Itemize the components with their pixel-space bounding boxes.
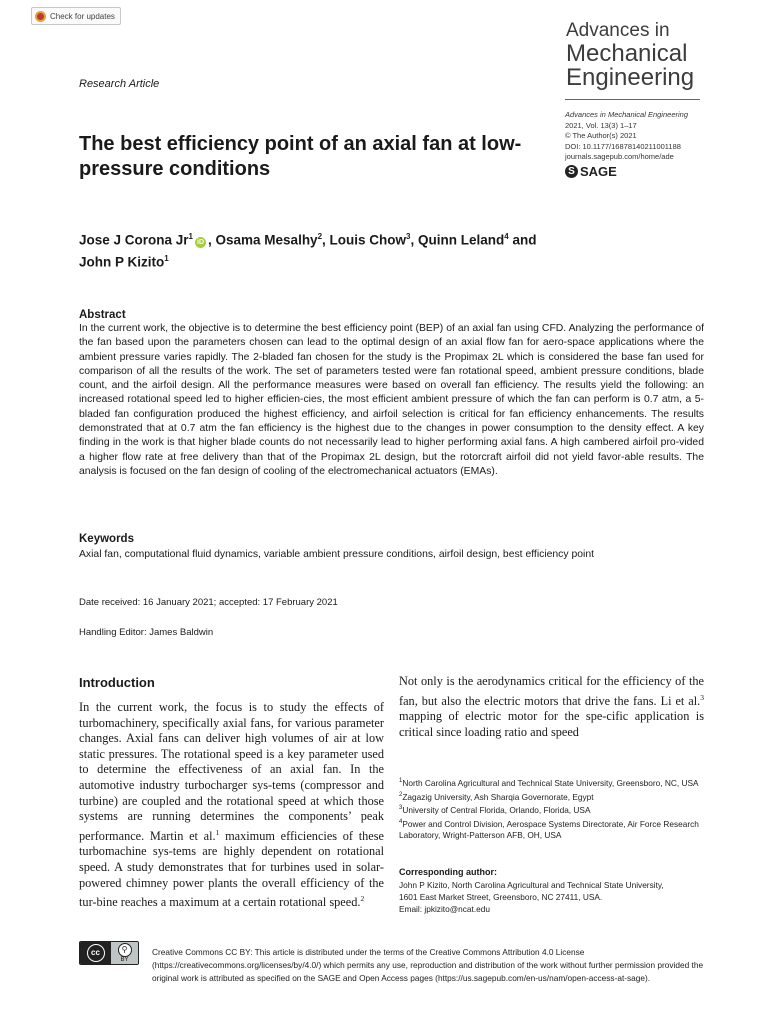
meta-volume: 2021, Vol. 13(3) 1–17: [565, 120, 637, 130]
citation-3[interactable]: 3: [700, 692, 704, 702]
author-name[interactable]: John P Kizito: [79, 254, 165, 269]
affiliation-text: Zagazig University, Ash Sharqia Governorate, Egypt: [402, 791, 594, 802]
meta-doi[interactable]: DOI: 10.1177/16878140211001188: [565, 141, 681, 151]
article-type: Research Article: [79, 78, 160, 90]
cc-label: cc: [87, 944, 105, 962]
license-paragraph: Creative Commons CC BY: This article is distributed under the terms of the Creative Commons Attribution 4.0 License (https://creativecommons.org/licenses/by/4.0/) which permits any use, reproduction and distribution of the work without further permission provided the original work is attributed as specified on the SAGE and Open Access pages (https://us.sagepub.com/en-us/nam/open-access-at-sage).: [152, 947, 704, 983]
author-affil-sup: 1: [164, 253, 169, 263]
affiliation-sup: 1: [399, 778, 403, 784]
meta-journal: Advances in Mechanical Engineering: [565, 110, 688, 119]
journal-logo: [566, 20, 694, 90]
author-affil-sup: 3: [406, 232, 411, 241]
affiliation-text: University of Central Florida, Orlando, Florida, USA: [402, 805, 591, 816]
check-for-updates-label: Check for updates: [50, 11, 115, 21]
meta-url[interactable]: journals.sagepub.com/home/ade: [565, 152, 674, 161]
author-list: Jose J Corona Jr$^1$iD , Osama Mesalhy$^2$, Louis Chow$^3$, Quinn Leland$^4$ and John P Kizito$^1$: [79, 232, 537, 269]
author-affil-sup: 4: [504, 232, 509, 241]
affiliation-item: [399, 817, 709, 841]
by-icon: [111, 942, 138, 964]
affiliation-item: [399, 776, 709, 789]
introduction-heading: Introduction: [79, 675, 155, 690]
by-label: BY: [120, 957, 129, 963]
affiliation-item: [399, 803, 709, 816]
column-two-paragraph: [399, 674, 704, 740]
handling-editor: Handling Editor: James Baldwin: [79, 627, 214, 638]
col2-text: mapping of electric motor for the spe-cific application is critical since loading ratio and speed: [399, 709, 704, 739]
affiliations: [399, 776, 709, 842]
author-name[interactable]: Osama Mesalhy: [215, 232, 318, 248]
affiliation-text: Power and Control Division, Aerospace Systems Directorate, Air Force Research Laboratory, Wright-Patterson AFB, OH, USA: [399, 818, 699, 840]
corresponding-line: 1601 East Market Street, Greensboro, NC 27411, USA.: [399, 892, 603, 902]
header-rule: [565, 99, 700, 100]
intro-text: maximum efficiencies of these turbomachine sys-tems are highly dependent on rotational speed. A study demonstrates that for turbines used in solar-powered chimney power plants the overall efficiency of the tur-bine reaches a maximum at a certain rotational speed.: [79, 828, 384, 910]
cc-by-badge[interactable]: [79, 941, 139, 965]
keywords-text: Axial fan, computational fluid dynamics, variable ambient pressure conditions, airfoil design, best efficiency point: [79, 549, 594, 560]
introduction-paragraph: [79, 700, 384, 911]
affiliation-text: North Carolina Agricultural and Technical State University, Greensboro, NC, USA: [402, 777, 699, 788]
affiliation-sup: 4: [399, 819, 403, 826]
corresponding-email[interactable]: Email: jpkizito@ncat.edu: [399, 904, 490, 914]
intro-text: In the current work, the focus is to study the effects of turbomachinery, specifically axial fans, for various parameter changes. Axial fans can deliver high volumes of air at low static pressures. The rotational speed is a key parameter used to determine the effectiveness of an axial fan. In the automotive industry turbocharger sys-tems (compressor and turbine) are coupled and the rotational speed at which those systems are running determines the components’ peak performance. Martin et al.: [79, 700, 384, 843]
author-name[interactable]: Quinn Leland: [418, 232, 505, 248]
corresponding-heading: Corresponding author:: [399, 867, 497, 877]
sage-label: SAGE: [580, 164, 617, 179]
person-icon: ⚲: [118, 943, 132, 957]
author-affil-sup: 1: [188, 232, 193, 241]
author-name[interactable]: Louis Chow: [329, 232, 407, 248]
sage-mark-icon: S: [565, 165, 578, 178]
citation-2[interactable]: 2: [360, 894, 365, 904]
col2-text: Not only is the aerodynamics critical for the efficiency of the fan, but also the electric motors that drive the fans. Li et al.: [399, 674, 704, 708]
author-affil-sup: 2: [317, 232, 323, 241]
corresponding-line: John P Kizito, North Carolina Agricultural and Technical State University,: [399, 880, 664, 890]
keywords-heading: Keywords: [79, 533, 134, 545]
dates-line: Date received: 16 January 2021; accepted: 17 February 2021: [79, 597, 338, 608]
updates-icon: [35, 11, 46, 22]
abstract-heading: Abstract: [79, 309, 126, 321]
orcid-icon[interactable]: iD: [197, 238, 204, 246]
license-text: [79, 946, 704, 985]
check-for-updates-badge[interactable]: [31, 7, 121, 25]
citation-1[interactable]: 1: [215, 827, 220, 837]
cc-icon: [80, 942, 111, 964]
affiliation-sup: 2: [399, 791, 403, 798]
author-name[interactable]: Jose J Corona Jr: [79, 232, 189, 248]
sage-logo: [565, 164, 617, 179]
meta-copyright: © The Author(s) 2021: [565, 131, 637, 140]
abstract-text: In the current work, the objective is to determine the best efficiency point (BEP) of an axial fan using CFD. Analyzing the performance of the fan based upon the parameters chosen can lead to the optimal design of an axial flow fan for aero-space applications where the ambient pressure varies rapidly. The 2-bladed fan chosen for the study is the Propimax 2L which is considered the base fan used for comparison of all the results of the work. The set of parameters tested were fan rotational speed, ambient pressure conditions, blade count, and the airfoil design. All the performance measures were based on overall fan efficiency. The results yield the following: an increased rotational speed led to higher efficien-cies, the most efficient ambient pressure of which the fan can perform is 0.7 atm, a 5-bladed fan configuration produced the highest efficiency, and airfoil selection is critical for fan efficiency enhancements. The results demonstrated that at 0.7 atm the fan efficiency is the highest due to the changes in power consumption to the density effect. A key finding in the work is that higher blade counts do not necessarily lead to higher performing axial fans. A high cambered airfoil pro-vided a higher flow rate at free delivery than that of the Propimax 2L design, but the rotorcraft airfoil did not yield favor-able results. The analysis is focused on the fan design of cooling of the electromechanical actuators (EMAs).: [79, 323, 704, 477]
corresponding-author: [399, 879, 709, 915]
authors-joiner: and: [512, 232, 537, 248]
article-meta: [565, 110, 688, 163]
affiliation-item: [399, 790, 709, 803]
journal-name-line2: Mechanical: [566, 40, 688, 67]
affiliation-sup: 3: [399, 805, 403, 812]
journal-name-line3: Engineering: [566, 64, 695, 91]
article-title: The best efficiency point of an axial fan at low-pressure conditions: [79, 133, 522, 180]
journal-name-line1: Advances in: [566, 20, 670, 41]
